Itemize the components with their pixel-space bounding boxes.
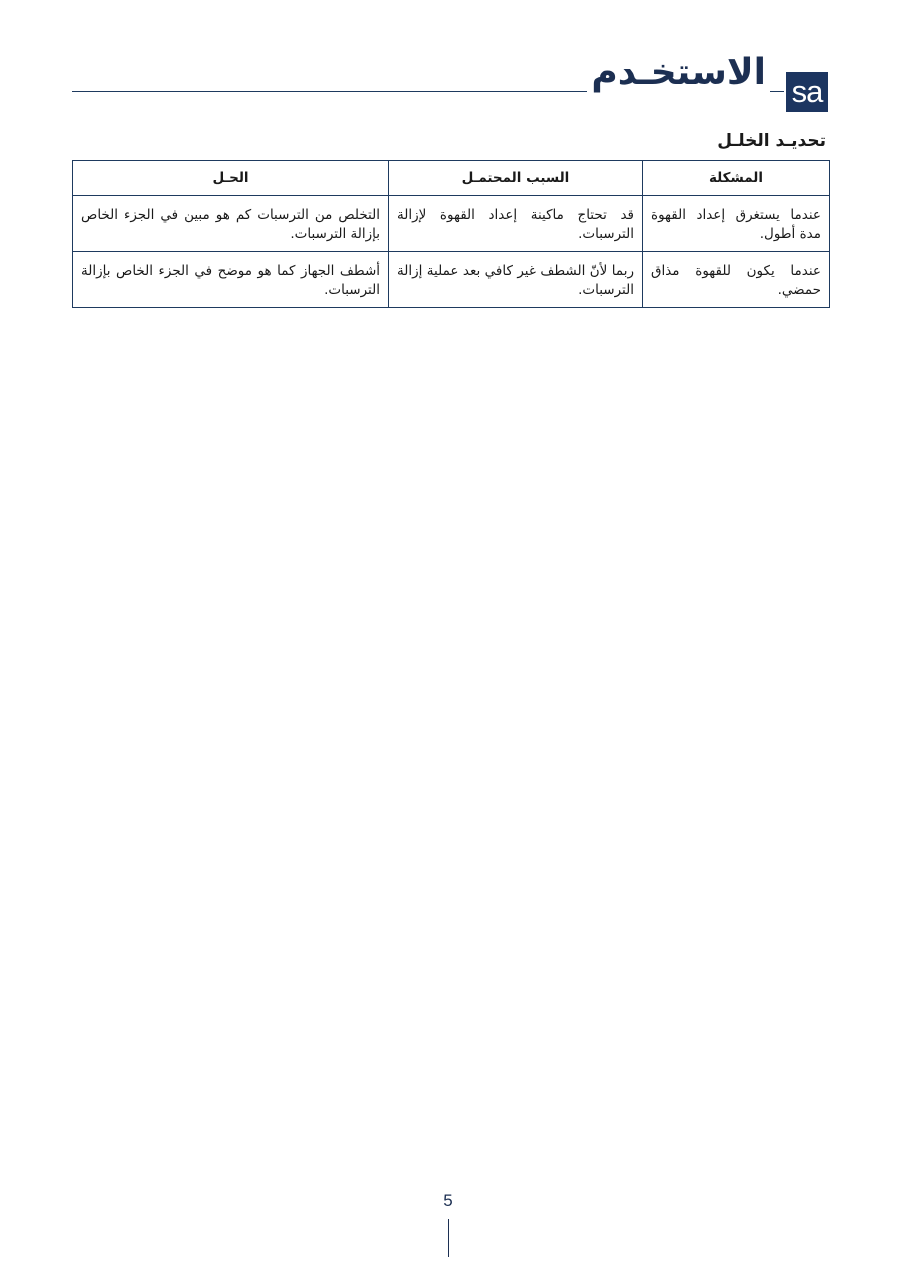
page-title: الاستخـدم [587,50,770,97]
section-heading: تحديـد الخلـل [717,131,826,151]
cell-solution: التخلص من الترسبات كم هو مبين في الجزء الخاص بإزالة الترسبات. [73,196,389,252]
page-number-rule [448,1219,449,1257]
language-badge: sa [786,72,828,112]
column-header-cause: السبب المحتمـل [389,161,643,196]
troubleshooting-table [72,160,830,308]
column-header-solution: الحـل [73,161,389,196]
page-number: 5 [443,1191,453,1210]
cell-cause: ربما لأنّ الشطف غير كافي بعد عملية إزالة الترسبات. [389,252,643,308]
table-header-row [73,161,830,196]
cell-solution: أشطف الجهاز كما هو موضح في الجزء الخاص بإزالة الترسبات. [73,252,389,308]
cell-problem: عندما يكون للقهوة مذاق حمضي. [643,252,830,308]
cell-cause: قد تحتاج ماكينة إعداد القهوة لإزالة الترسبات. [389,196,643,252]
column-header-problem: المشكلة [643,161,830,196]
table-row [73,252,830,308]
table-row [73,196,830,252]
cell-problem: عندما يستغرق إعداد القهوة مدة أطول. [643,196,830,252]
